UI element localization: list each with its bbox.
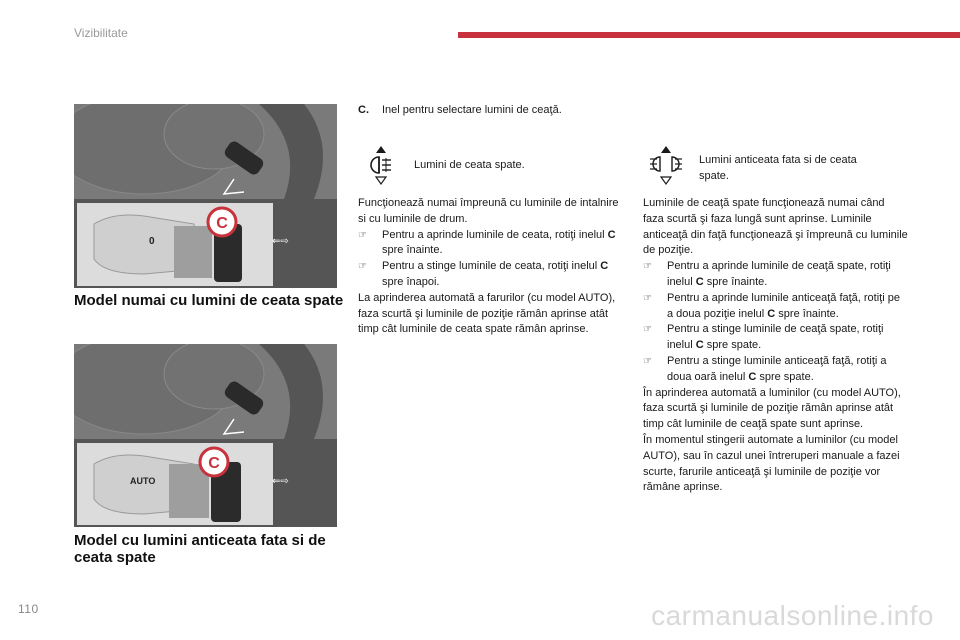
rear-fog-instructions <box>358 196 628 338</box>
figure-caption-1: Model numai cu lumini de ceata spate <box>74 292 344 309</box>
rear-fog-paragraph-2: La aprinderea automată a farurilor (cu model AUTO), faza scurtă şi luminile de poziţie rămân aprinse atât timp cât luminile de ceata spate rămân aprinse. <box>358 291 616 336</box>
ring-description: Inel pentru selectare lumini de ceaţă. <box>382 104 562 116</box>
svg-text:C: C <box>216 215 228 232</box>
list-item: ☞ Pentru a stinge luminile de ceaţă spate, rotiţi inelul C spre spate. <box>643 322 908 354</box>
svg-text:0: 0 <box>149 236 155 247</box>
list-item: ☞ Pentru a stinge luminile de ceata, rotiţi inelul C spre înapoi. <box>358 259 628 291</box>
figure-caption-2: Model cu lumini anticeata fata si de ceata spate <box>74 532 326 566</box>
front-rear-fog-paragraph-2: În aprinderea automată a luminilor (cu model AUTO), faza scurtă şi luminile de poziţie rămân aprinse atât timp cât luminile de ceaţă spate sunt aprinse. <box>643 386 901 431</box>
header-accent-bar <box>458 32 960 38</box>
figure-front-rear-fog <box>74 344 337 527</box>
svg-text:C: C <box>208 455 220 472</box>
bullet-icon: ☞ <box>643 355 652 367</box>
bullet-icon: ☞ <box>643 324 652 336</box>
watermark: carmanualsonline.info <box>651 600 934 631</box>
page-number: 110 <box>18 602 39 616</box>
bullet-icon: ☞ <box>643 261 652 273</box>
svg-text:⇐⇨: ⇐⇨ <box>272 476 289 487</box>
bullet-icon: ☞ <box>643 292 652 304</box>
page-header-title: Vizibilitate <box>74 26 128 40</box>
front-rear-fog-indicator-label: Lumini anticeata fata si de ceata spate. <box>699 154 857 182</box>
ring-key: C. <box>358 104 369 116</box>
stalk-illustration-2 <box>74 344 337 527</box>
rear-fog-light-icon <box>366 144 396 184</box>
list-item: ☞ Pentru a aprinde luminile anticeaţă faţă, rotiţi pe a doua poziţie inelul C spre înainte. <box>643 291 908 323</box>
front-rear-fog-paragraph-1: Luminile de ceaţă spate funcţionează numai când faza scurtă şi faza lungă sunt aprinse. Luminile anticeaţă din faţă funcţionează şi împreună cu luminile de poziţie. <box>643 197 908 257</box>
svg-text:⇐⇨: ⇐⇨ <box>272 236 289 247</box>
rear-fog-paragraph-1: Funcţionează numai împreună cu luminile de intalnire si cu luminile de drum. <box>358 197 619 225</box>
ring-definition <box>358 104 562 116</box>
figure-rear-fog-only <box>74 104 337 288</box>
front-rear-fog-instructions <box>643 196 908 496</box>
rear-fog-indicator-label: Lumini de ceata spate. <box>414 159 525 171</box>
front-rear-fog-light-icon <box>646 144 686 184</box>
svg-text:AUTO: AUTO <box>130 476 156 486</box>
bullet-icon: ☞ <box>358 261 367 273</box>
list-item: ☞ Pentru a aprinde luminile de ceaţă spate, rotiţi inelul C spre înainte. <box>643 259 908 291</box>
bullet-icon: ☞ <box>358 229 367 241</box>
stalk-illustration-1 <box>74 104 337 288</box>
list-item: ☞ Pentru a stinge luminile anticeaţă faţă, rotiţi a doua oară inelul C spre spate. <box>643 354 908 386</box>
list-item: ☞ Pentru a aprinde luminile de ceata, rotiţi inelul C spre înainte. <box>358 228 628 260</box>
front-rear-fog-paragraph-3: În momentul stingerii automate a luminilor (cu model AUTO), sau în cazul unei întreruperi manuale a fazei scurte, farurile anticeaţă şi luminile de poziţie vor rămâne aprinse. <box>643 433 900 494</box>
